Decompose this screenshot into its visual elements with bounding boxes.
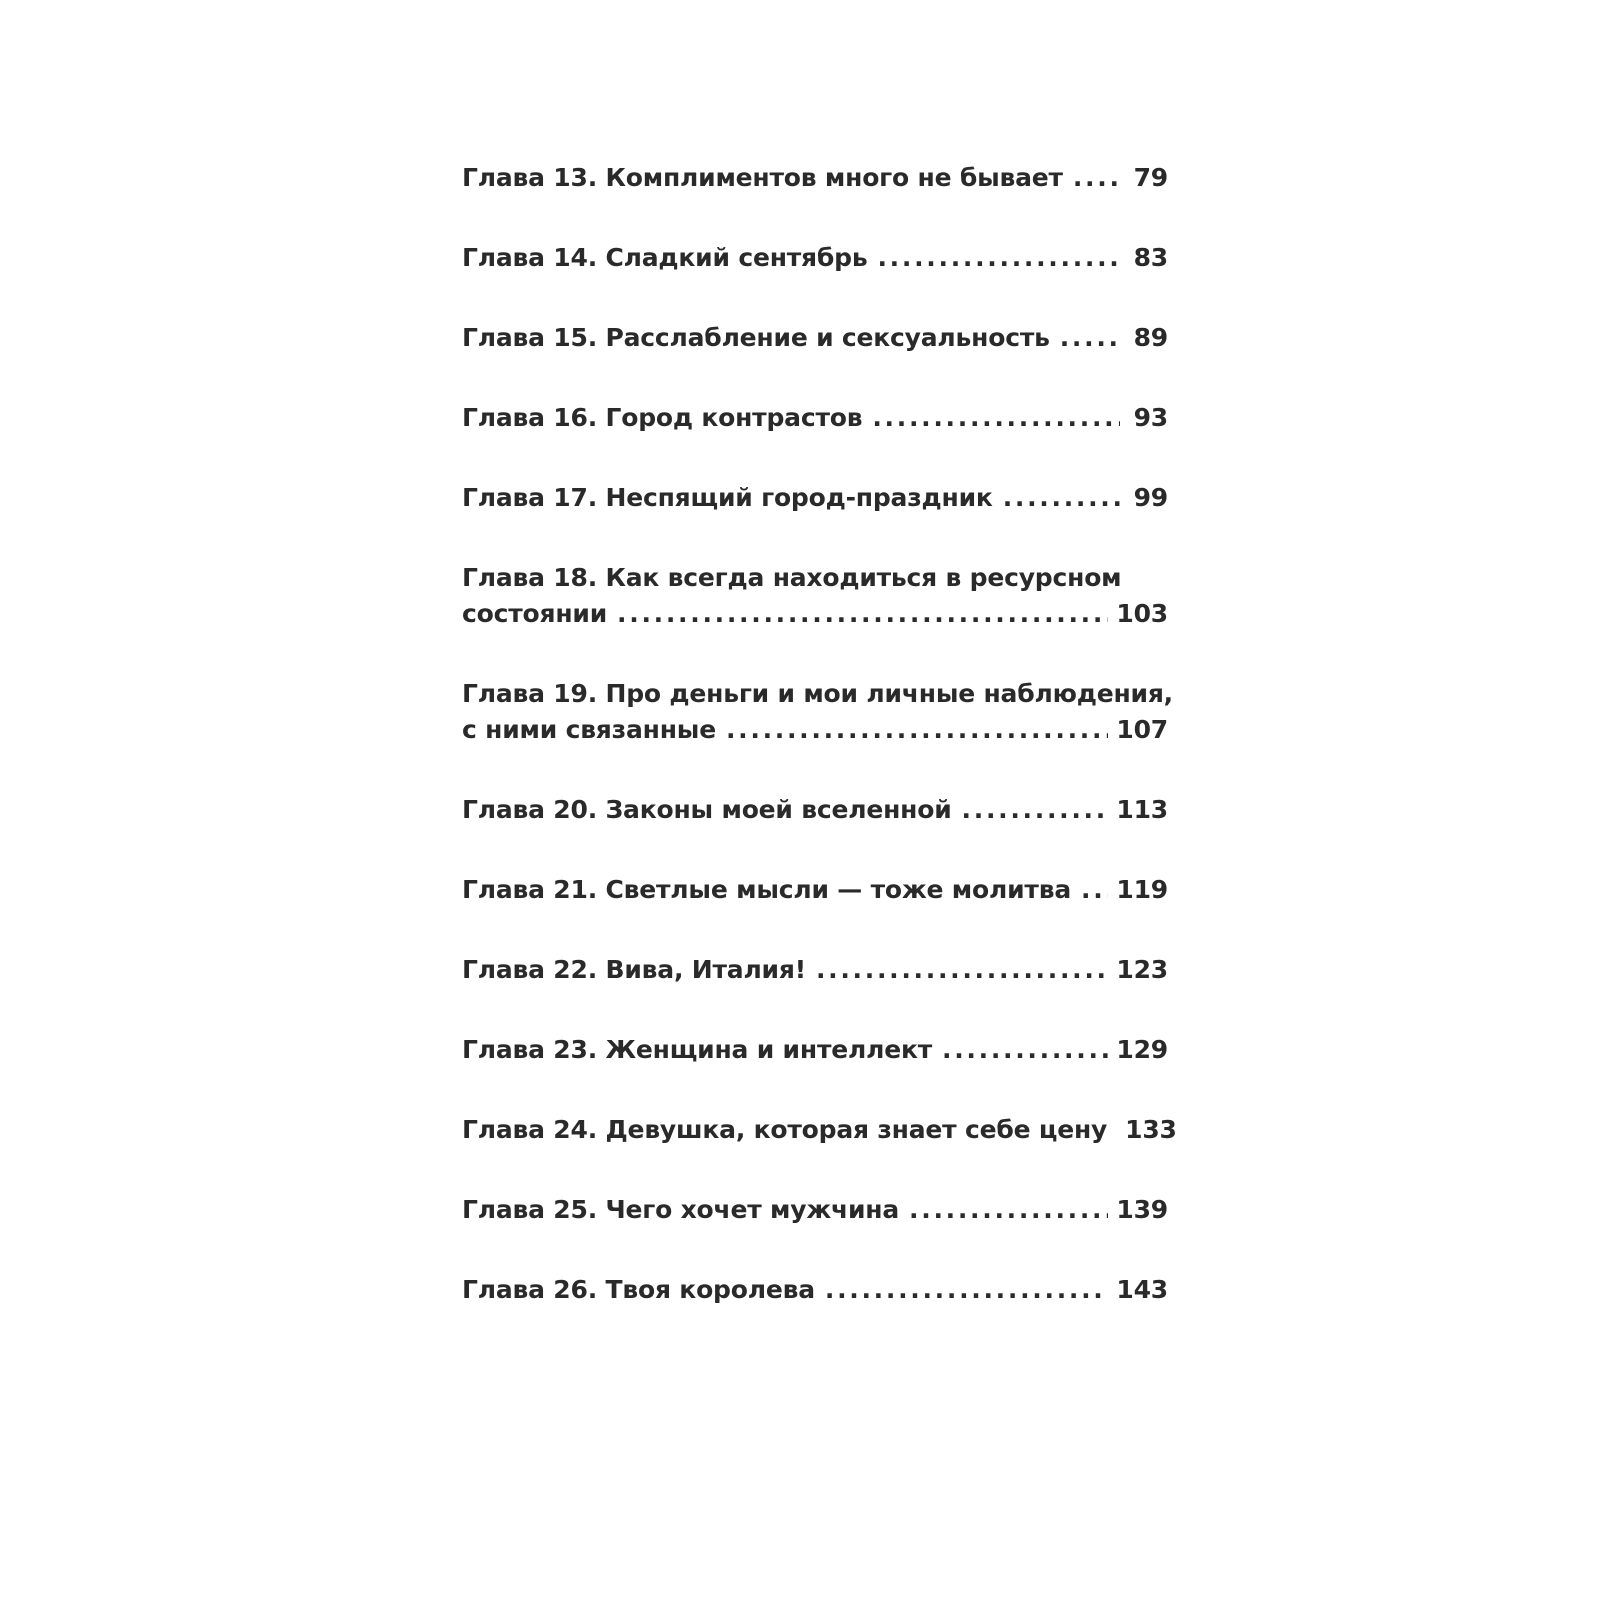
toc-entry-chapter-25 [462, 1192, 1168, 1228]
toc-entry-chapter-16 [462, 400, 1168, 436]
chapter-title: Глава 24. Девушка, которая знает себе цену [462, 1115, 1108, 1144]
dot-leader [909, 1192, 1108, 1228]
dot-leader [726, 712, 1108, 748]
dot-leader [1060, 320, 1120, 356]
dot-leader [1073, 160, 1120, 196]
toc-line [462, 952, 1168, 988]
chapter-title: Глава 14. Сладкий сентябрь [462, 243, 868, 272]
table-of-contents [462, 160, 1177, 1352]
page-number: 107 [1116, 715, 1168, 744]
page-number: 103 [1116, 599, 1168, 628]
toc-line [462, 676, 1173, 712]
chapter-title: Глава 17. Неспящий город-праздник [462, 483, 993, 512]
chapter-title-line2: состоянии [462, 599, 608, 628]
page-number: 143 [1116, 1275, 1168, 1304]
dot-leader [872, 400, 1120, 436]
toc-line [462, 1032, 1168, 1068]
page-number: 99 [1133, 483, 1168, 512]
toc-line [462, 400, 1168, 436]
toc-line [462, 1272, 1168, 1308]
toc-entry-chapter-23 [462, 1032, 1168, 1068]
chapter-title: Глава 23. Женщина и интеллект [462, 1035, 933, 1064]
chapter-title: Глава 20. Законы моей вселенной [462, 795, 952, 824]
page-number: 119 [1116, 875, 1168, 904]
page-number: 139 [1116, 1195, 1168, 1224]
chapter-title: Глава 25. Чего хочет мужчина [462, 1195, 900, 1224]
page-number: 79 [1133, 163, 1168, 192]
chapter-title: Глава 15. Расслабление и сексуальность [462, 323, 1050, 352]
toc-entry-chapter-21 [462, 872, 1168, 908]
page-number: 123 [1116, 955, 1168, 984]
page-number: 83 [1133, 243, 1168, 272]
toc-line [462, 1192, 1168, 1228]
toc-entry-chapter-13 [462, 160, 1168, 196]
toc-entry-chapter-17 [462, 480, 1168, 516]
dot-leader [617, 596, 1108, 632]
chapter-title: Глава 22. Вива, Италия! [462, 955, 806, 984]
dot-leader [1081, 872, 1108, 908]
page-number: 113 [1116, 795, 1168, 824]
chapter-title-line1: Глава 19. Про деньги и мои личные наблюдения, [462, 679, 1173, 708]
dot-leader [816, 952, 1108, 988]
toc-line [462, 240, 1168, 276]
toc-entry-chapter-22 [462, 952, 1168, 988]
chapter-title: Глава 26. Твоя королева [462, 1275, 815, 1304]
toc-line [462, 792, 1168, 828]
toc-entry-chapter-18 [462, 560, 1168, 632]
toc-line [462, 320, 1168, 356]
toc-line [462, 560, 1168, 596]
dot-leader [877, 240, 1120, 276]
toc-entry-chapter-15 [462, 320, 1168, 356]
toc-entry-chapter-20 [462, 792, 1168, 828]
toc-entry-chapter-14 [462, 240, 1168, 276]
page-number: 129 [1116, 1035, 1168, 1064]
toc-line [462, 712, 1168, 748]
chapter-title-line1: Глава 18. Как всегда находиться в ресурсном [462, 563, 1122, 592]
toc-line [462, 480, 1168, 516]
toc-entry-chapter-19 [462, 676, 1173, 748]
chapter-title: Глава 16. Город контрастов [462, 403, 863, 432]
chapter-title: Глава 21. Светлые мысли — тоже молитва [462, 875, 1072, 904]
page-number: 133 [1125, 1115, 1177, 1144]
dot-leader [825, 1272, 1109, 1308]
page-number: 93 [1133, 403, 1168, 432]
dot-leader [1003, 480, 1120, 516]
toc-line [462, 596, 1168, 632]
toc-line [462, 872, 1168, 908]
toc-line [462, 1112, 1177, 1148]
chapter-title: Глава 13. Комплиментов много не бывает [462, 163, 1063, 192]
chapter-title-line2: с ними связанные [462, 715, 716, 744]
toc-entry-chapter-24 [462, 1112, 1177, 1148]
page-number: 89 [1133, 323, 1168, 352]
dot-leader [962, 792, 1109, 828]
toc-entry-chapter-26 [462, 1272, 1168, 1308]
dot-leader [942, 1032, 1108, 1068]
toc-line [462, 160, 1168, 196]
